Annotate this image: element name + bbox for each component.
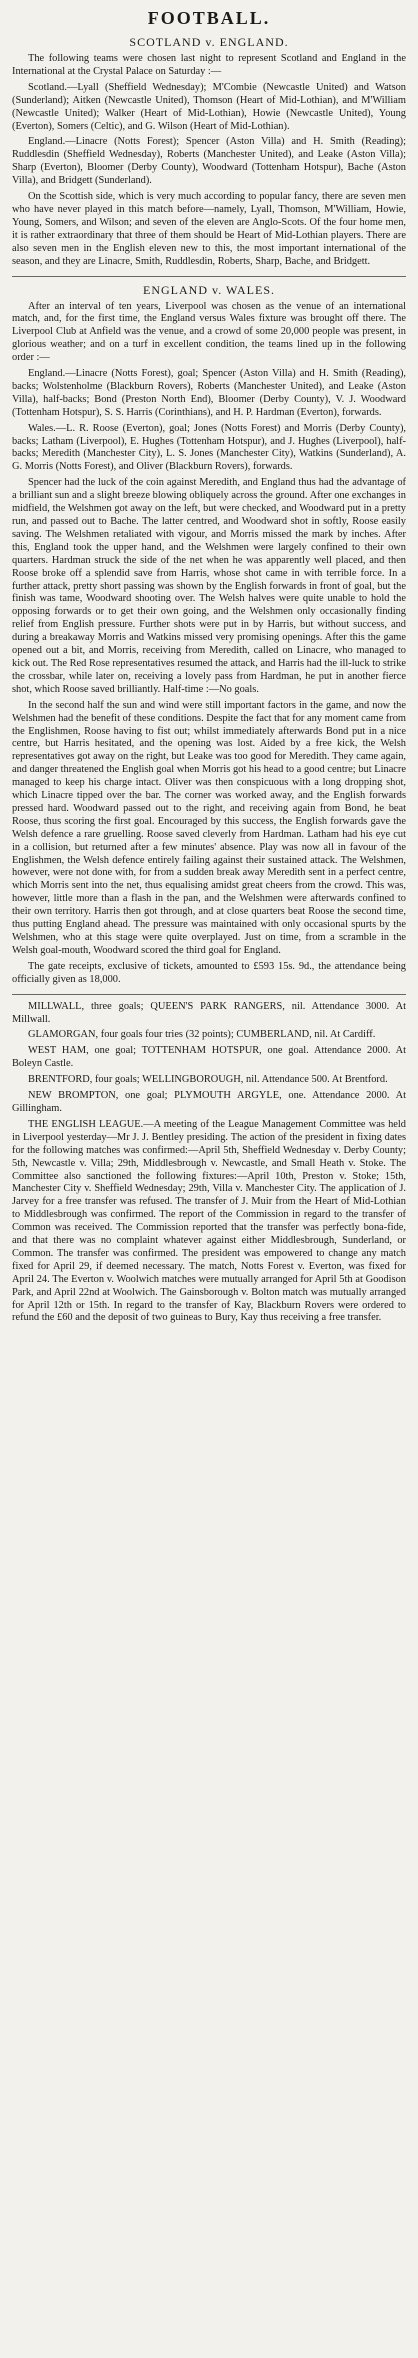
match-results [12,1001,406,1326]
team-list-scotland: Scotland.—Lyall (Sheffield Wednesday); M'Combie (Newcastle United) and Watson (Sunderland); Aitken (Newcastle United), Thomson (Heart of Mid-Lothian), and M'William (Newcastle United); Walker (Heart of Mid-Lothian), Howie (Newcastle United), Young (Everton), Somers (Celtic), and G. Wilson (Heart of Mid-Lothian). [12,81,406,132]
result-item: WEST HAM, one goal; TOTTENHAM HOTSPUR, one goal. Attendance 2000. At Boleyn Castle. [12,1045,406,1070]
article-paragraph: After an interval of ten years, Liverpool was chosen as the venue of an international match, and, for the first time, the England versus Wales fixture was brought off there. The Liverpool Club at Anfield was the venue, and a crowd of some 20,000 people was present, in glorious weather; and on a turf in excellent condition, the teams lined up in the following order :— [12,300,406,364]
england-wales-article [12,283,406,987]
section-divider [12,994,406,995]
article-title: SCOTLAND v. ENGLAND. [129,35,289,49]
article-paragraph: The following teams were chosen last night to represent Scotland and England in the International at the Crystal Palace on Saturday :— [12,53,406,77]
result-item: MILLWALL, three goals; QUEEN'S PARK RANGERS, nil. Attendance 3000. At Millwall. [12,1000,406,1025]
match-report-second-half: In the second half the sun and wind were still important factors in the game, and now the Welshmen had the benefit of these conditions. Despite the fact that for any moment came from the Englishmen, Roose having to fist out; whilst immediately afterwards Bond put in a nice centre, but Harris hesitated, and the opening was lost. Aided by a free kick, the Welsh representatives got away on the right, but Leake was too good for Meredith. They came again, and danger threatened the English goal when Morris got his head to a good centre; but Linacre managed to keep his charge intact. Oliver was then conspicuous with a long dropping shot, which Linacre tipped over the bar. The corner was worked away, and the English forwards pressed hard. Woodward passed out to the right, and receiving again from Bond, he beat Roose, thus scoring the first goal. Encouraged by this success, the English forwards gave the Welsh defence a rare gruelling. Roose saved cleverly from Hardman. Latham had his eye cut in a collision, but returned after a few minutes' absence. Play was now all in favour of the Englishmen, the Welsh defence entirely failing against their sustained attack. The Welshmen, however, were not done with, for from a sudden break away Meredith sent in a perfect centre, which Morris sent into the net, thus equalising amidst great cheers from the crowd. This was, however, little more than a flash in the pan, and the Welshmen were afterwards confined to their own territory. Harris then got through, and at close quarters beat Roose the second time, thus putting England ahead. The pressure was maintained with only occasional spurts by the Welshmen, who at this stage were quite overplayed. Just on time, from a scramble in the Welsh goal-mouth, Woodward scored the third goal for England. [12,699,406,956]
section-divider [12,276,406,277]
match-report-first-half: Spencer had the luck of the coin against Meredith, and England thus had the advantage of a brilliant sun and a slight breeze blowing obliquely across the ground. After one exchanges in midfield, the Welshmen got away on the left, but were checked, and Woodward put in a pretty run, and passed out to Bache. The latter centred, and Woodward shot in softly, Roose easily saving. The Welshmen retaliated with vigour, and Morris missed the mark by inches. After this, England took the upper hand, and the Welshmen were largely confined to their own quarters. Hardman struck the side of the net when he was apparently well placed, and then Roose broke off a splendid save from Harris, whose shot came in with terrible force. In a further attack, pretty short passing was shown by the English forwards in front of goal, but the finish was tame, Woodward shooting over. The Welsh halves were quite unable to hold the opposing forwards or to get their own going, and the Welshmen only occasionally finding relief from English pressure. Further shots were put in by Harris, but without success, and during a breakaway Morris and Watkins missed very promising openings. After this the game opened out a bit, and Morris, receiving from Meredith, called on Linacre, who managed to kick out. The Red Rose representatives resumed the attack, and Harris had the ill-luck to strike the crossbar, while later on, receiving a lovely pass from Hardman, he put in another fierce shot, which Roose saved brilliantly. Half-time :—No goals. [12,477,406,695]
league-report: THE ENGLISH LEAGUE.—A meeting of the League Management Committee was held in Liverpool yesterday—Mr J. J. Bentley presiding. The action of the president in fixing dates for the following matches was confirmed:—April 5th, Sheffield Wednesday v. Derby County; 5th, Newcastle v. Villa; 29th, Middlesbrough v. Newcastle, and Small Heath v. Stoke. The Committee also sanctioned the following fixtures:—April 10th, Preston v. Stoke; 15th, Manchester City v. Sheffield Wednesday; 29th, Villa v. Manchester City. The application of J. Jarvey for a free transfer was refused. The transfer of J. Muir from the Heart of Mid-Lothian to Middlesbrough was confirmed. The report of the Commission in regard to the transfer of Common was received. The Commission reported that the transfer was perfectly bona-fide, and that there was no complaint whatever against either Middlesbrough, Sunderland, or Common. The transfer was confirmed. The president was empowered to change any match fixed for April 29, if deemed necessary. The match, Notts Forest v. Everton, was fixed for April 24. The Everton v. Woolwich matches were mutually arranged for April 5th at Goodison Park, and April 22nd at Woolwich. The Gainsborough v. Bolton match was mutually arranged for April 12th or 15th. In regard to the transfer of Kay, Blackburn Rovers were ordered to refund the £60 and the deposit of two guineas to Bury, Kay thus receiving a free transfer. [12,1118,406,1324]
result-item: BRENTFORD, four goals; WELLINGBOROUGH, nil. Attendance 500. At Brentford. [28,1074,388,1086]
team-list-wales: Wales.—L. R. Roose (Everton), goal; Jones (Notts Forest) and Morris (Derby County), backs; Latham (Liverpool), E. Hughes (Tottenham Hotspur), and J. Hughes (Liverpool), half-backs; Meredith (Manchester City), L. S. Jones (Manchester City), Watkins (Sunderland), A. G. Morris (Notts Forest), and Oliver (Blackburn Rovers), forwards. [12,422,406,473]
team-list-england: England.—Linacre (Notts Forest), goal; Spencer (Aston Villa) and H. Smith (Reading), backs; Wolstenholme (Blackburn Rovers), Roberts (Manchester United), and Leake (Aston Villa), half-backs; Bond (Preston North End), Bloomer (Derby County), V. J. Woodward (Tottenham Hotspur), S. S. Harris (Corinthians), and H. P. Hardman (Everton), forwards. [12,368,406,418]
article-title: ENGLAND v. WALES. [143,282,275,297]
column-heading: FOOTBALL. [147,8,271,28]
result-item: GLAMORGAN, four goals four tries (32 points); CUMBERLAND, nil. At Cardiff. [28,1029,376,1041]
scotland-england-article [12,35,406,269]
result-item: NEW BROMPTON, one goal; PLYMOUTH ARGYLE, one. Attendance 2000. At Gillingham. [12,1090,406,1114]
article-paragraph: On the Scottish side, which is very much according to popular fancy, there are seven men who have never played in this match before—namely, Lyall, Thomson, M'William, Howie, Young, Somers, and Wilson; and seven of the eleven are Anglo-Scots. Of the four home men, it is rather extraordinary that three of them should be Heart of Mid-Lothian players. There are also seven men in the English eleven new to this, the most important international of the season, and they are Linacre, Smith, Ruddlesdin, Roberts, Sharp, Bache, and Bridgett. [12,191,406,267]
gate-receipts: The gate receipts, exclusive of tickets, amounted to £593 15s. 9d., the attendance being officially given as 18,000. [12,960,406,985]
team-list-england: England.—Linacre (Notts Forest); Spencer (Aston Villa) and H. Smith (Reading); Ruddlesdin (Sheffield Wednesday), Roberts (Manchester United), and Leake (Aston Villa); Sharp (Everton), Bloomer (Derby County), Woodward (Tottenham Hotspur), Bache (Aston Villa), and Bridgett (Sunderland). [12,136,406,187]
